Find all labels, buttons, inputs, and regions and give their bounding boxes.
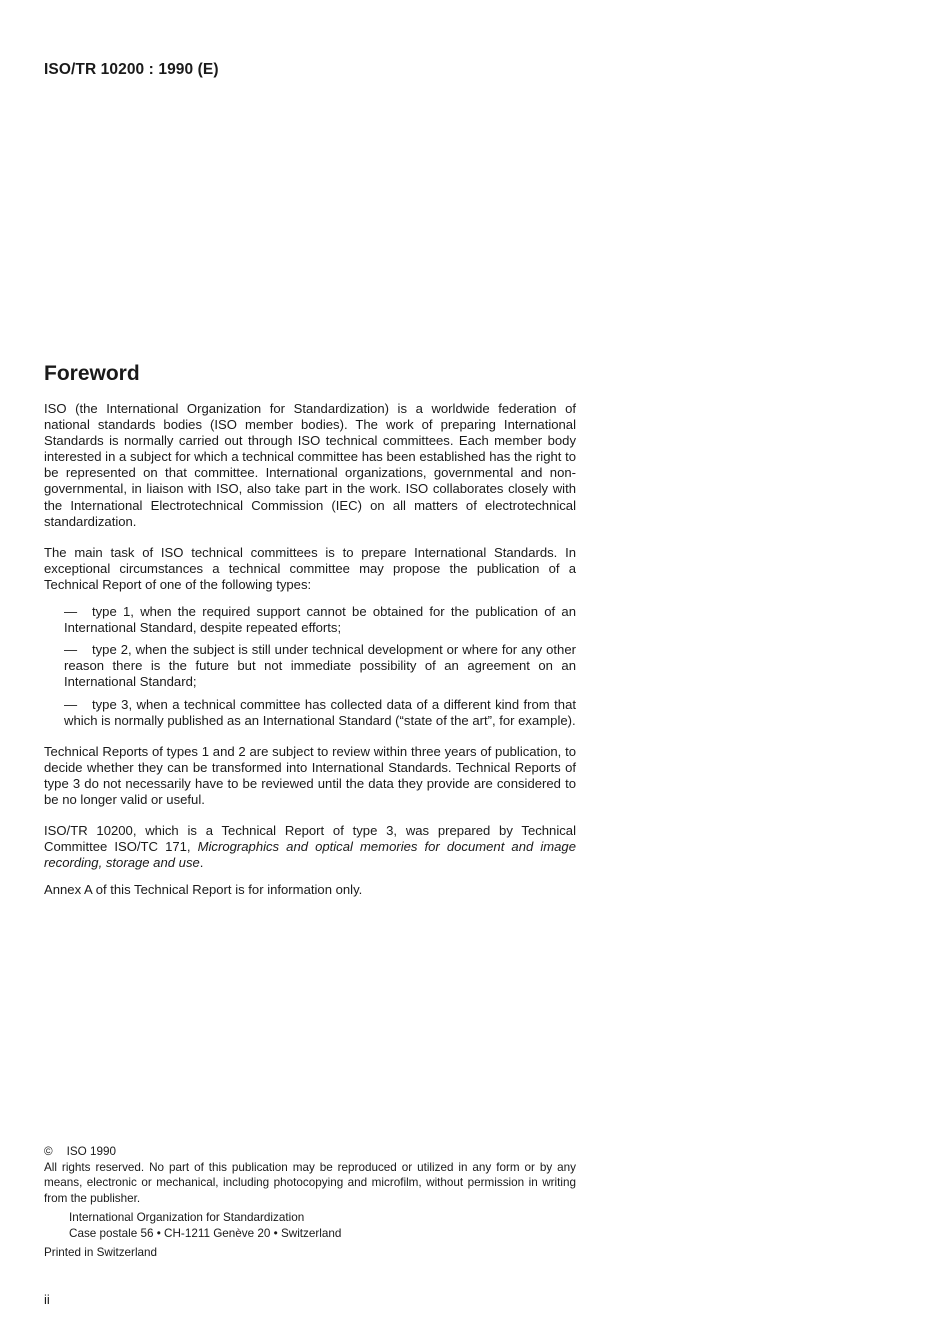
rights-statement: All rights reserved. No part of this publication may be reproduced or utilized in any form or by any means, electronic or mechanical, including photocopying and microfilm, without permission in writing from the publisher. xyxy=(44,1160,576,1205)
list-item-text: type 1, when the required support cannot be obtained for the publication of an International Standard, despite repeated efforts; xyxy=(64,604,576,636)
organization-name: International Organization for Standardization xyxy=(69,1211,305,1224)
copyright-text: ISO 1990 xyxy=(66,1145,117,1158)
list-item xyxy=(64,642,576,690)
page-title: Foreword xyxy=(44,362,140,385)
foreword-paragraph-3: Technical Reports of types 1 and 2 are subject to review within three years of publication, to decide whether they can be transformed into International Standards. Technical Reports of type 3 do not necessarily have to be reviewed until the data they provide are considered to be no longer valid or useful. xyxy=(44,743,576,807)
document-code: ISO/TR 10200 : 1990 (E) xyxy=(44,61,219,78)
foreword-paragraph-4 xyxy=(44,823,576,871)
printed-in: Printed in Switzerland xyxy=(44,1246,158,1259)
list-item xyxy=(64,604,576,636)
organization-address: Case postale 56 • CH-1211 Genève 20 • Switzerland xyxy=(69,1226,342,1240)
list-item xyxy=(64,697,576,729)
committee-title: Micrographics and optical memories for document and image recording, storage and use xyxy=(44,839,576,871)
copyright-icon: © xyxy=(44,1145,53,1158)
dash-marker: — xyxy=(64,696,78,712)
dash-marker: — xyxy=(64,642,78,658)
foreword-body xyxy=(44,401,576,913)
page-number: ii xyxy=(44,1292,50,1307)
copyright-line xyxy=(44,1144,576,1160)
paragraph-4-prefix: ISO/TR 10200, which is a Technical Report of type 3, was prepared by Technical Committee ISO/TC 171, xyxy=(44,823,576,855)
foreword-paragraph-2: The main task of ISO technical committees is to prepare International Standards. In exceptional circumstances a technical committee may propose the publication of a Technical Report of one of the following types: xyxy=(44,544,576,592)
foreword-paragraph-5: Annex A of this Technical Report is for information only. xyxy=(44,882,363,898)
list-item-text: type 3, when a technical committee has collected data of a different kind from that which is normally published as an International Standard (“state of the art”, for example). xyxy=(64,696,576,728)
paragraph-4-suffix: . xyxy=(199,855,204,871)
dash-marker: — xyxy=(64,604,78,620)
copyright-footer xyxy=(44,1144,576,1261)
report-types-list xyxy=(44,604,576,729)
foreword-paragraph-1: ISO (the International Organization for Standardization) is a worldwide federation of national standards bodies (ISO member bodies). The work of preparing International Standards is normally carried out through ISO technical committees. Each member body interested in a subject for which a technical committee has been established has the right to be represented on that committee. International organizations, governmental and non-governmental, in liaison with ISO, also take part in the work. ISO collaborates closely with the International Electrotechnical Commission (IEC) on all matters of electrotechnical standardization. xyxy=(44,401,576,529)
list-item-text: type 2, when the subject is still under technical development or where for any other reason there is the future but not immediate possibility of an agreement on an International Standard; xyxy=(64,642,576,690)
